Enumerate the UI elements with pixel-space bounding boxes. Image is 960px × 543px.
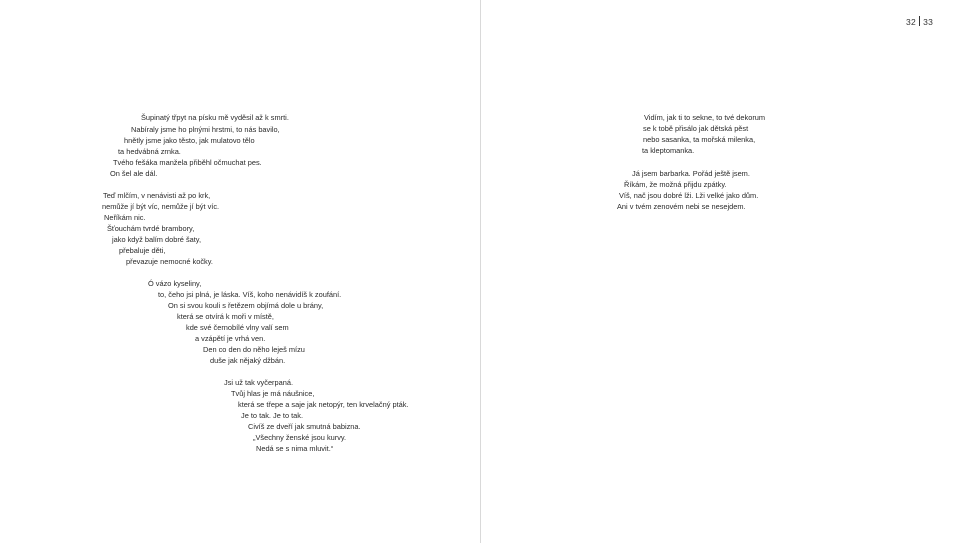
poem-line: Šťouchám tvrdé brambory, [107,224,195,233]
page-number [906,16,933,27]
poem-line: duše jak nějaký džbán. [210,356,286,365]
page-number-right: 33 [923,17,934,27]
poem-line: Je to tak. Je to tak. [241,411,304,420]
poem-line: převazuje nemocné kočky. [126,257,213,266]
poem-line: Šupinatý třpyt na písku mě vyděsil až k smrti. [141,113,289,122]
poem-line: která se třepe a saje jak netopýr, ten krvelačný pták. [238,400,409,409]
poem-line: Vidím, jak ti to sekne, to tvé dekorum [644,113,766,122]
right-page [481,0,960,543]
poem-line: Tvého fešáka manžela přiběhl očmuchat pes. [113,158,262,167]
poem-line: která se otvírá k moři v místě, [177,312,274,321]
page-number-left: 32 [906,17,917,27]
poem-line: nebo sasanka, ta mořská milenka, [643,135,756,144]
poem-line: Den co den do něho leješ mízu [203,345,305,354]
poem-line: On si svou kouli s řetězem objímá dole u brány, [168,301,324,310]
poem-line: hnětly jsme jako těsto, jak mulatovo tělo [124,136,255,145]
poem-line: Jsi už tak vyčerpaná. [224,378,294,387]
poem-line: se k tobě přisálo jak dětská pěst [643,124,749,133]
page-number-separator [919,16,920,26]
poem-line: Neříkám nic. [104,213,146,222]
poem-line: jako když balím dobré šaty, [112,235,202,244]
poem-line: Nedá se s nima mluvit.“ [256,444,334,453]
poem-line: Ó vázo kyseliny, [148,279,202,288]
poem-line: kde své černobílé vlny valí sem [186,323,289,332]
poem-line: Ani v tvém zenovém nebi se nesejdem. [617,202,746,211]
poem-line: nemůže jí být víc, nemůže jí být víc. [102,202,220,211]
poem-line: Tvůj hlas je má náušnice, [231,389,315,398]
poem-line: a vzápětí je vrhá ven. [195,334,266,343]
poem-line: přebaluje děti, [119,246,166,255]
poem-line: to, čeho jsi plná, je láska. Víš, koho nenávidíš k zoufání. [158,290,342,299]
poem-line: Teď mlčím, v nenávisti až po krk, [103,191,211,200]
poem-line: On šel ale dál. [110,169,158,178]
poem-line: Nabíraly jsme ho plnými hrstmi, to nás bavilo, [131,125,280,134]
poem-line: ta hedvábná zrnka. [118,147,181,156]
poem-line: ta kleptomanka. [642,146,695,155]
poem-line: Víš, nač jsou dobré lži. Lži velké jako dům. [619,191,759,200]
poem-line: Civíš ze dveří jak smutná babizna. [248,422,361,431]
poem-line: „Všechny ženské jsou kurvy. [253,433,347,442]
poem-line: Říkám, že možná přijdu zpátky. [624,180,727,189]
poem-line: Já jsem barbarka. Pořád ještě jsem. [632,169,750,178]
